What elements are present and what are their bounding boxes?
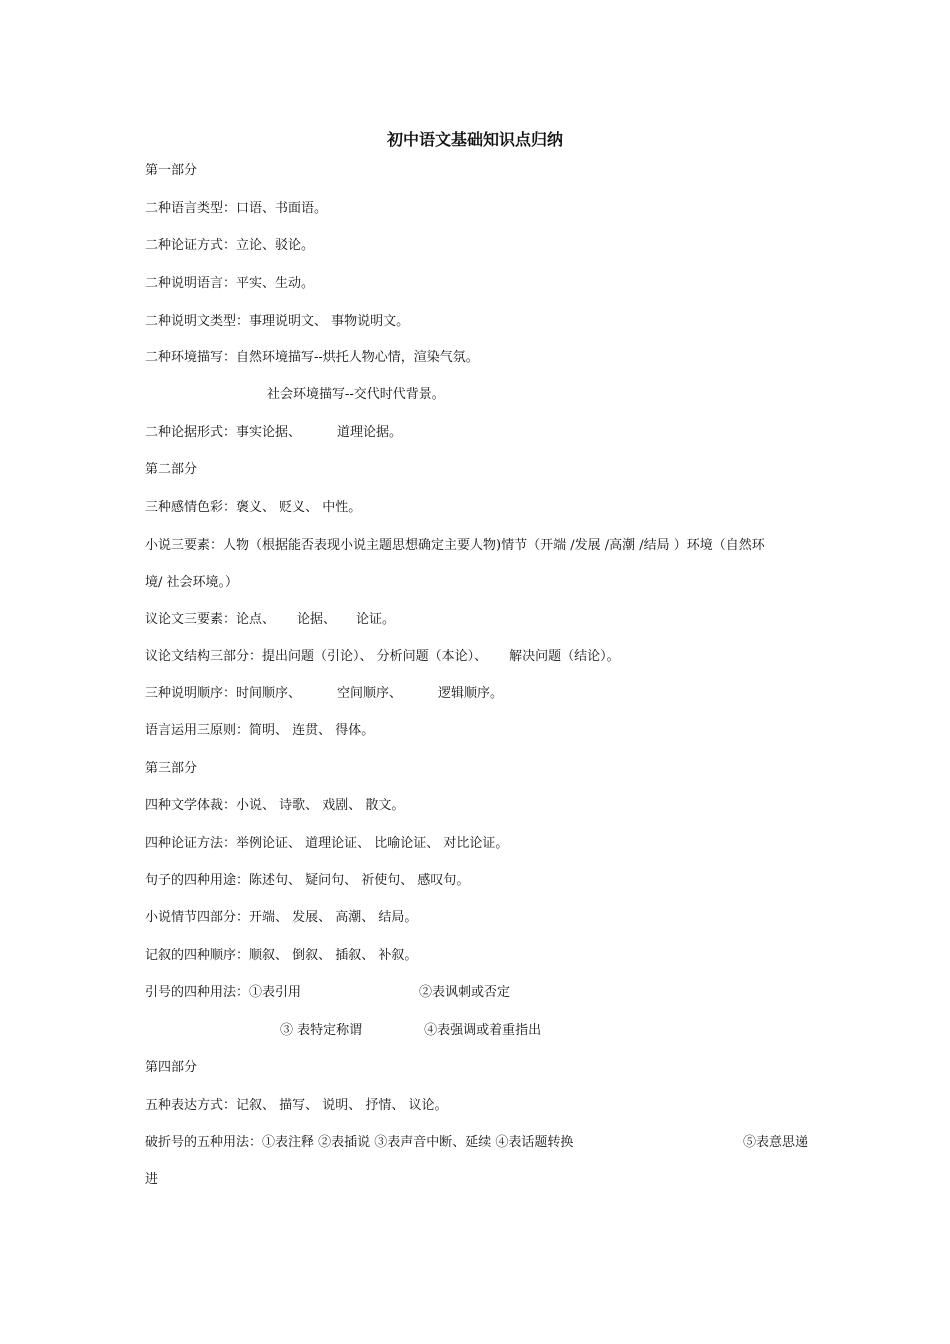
text-line xyxy=(145,537,808,555)
text-segment: ③ 表特定称谓 xyxy=(280,1023,363,1038)
text-segment: 论据、 xyxy=(297,612,337,627)
text-segment: 逻辑顺序。 xyxy=(438,686,504,701)
text-line xyxy=(280,1022,541,1040)
text-segment: 二种论据形式：事实论据、 xyxy=(145,425,302,440)
document-title: 初中语文基础知识点归纳 xyxy=(386,130,563,149)
text-segment: 引号的四种用法：①表引用 xyxy=(145,985,302,1000)
text-line: 五种表达方式：记叙、 描写、 说明、 抒情、 议论。 xyxy=(145,1098,448,1113)
section-heading-4: 第四部分 xyxy=(145,1060,198,1075)
text-segment: 三种说明顺序：时间顺序、 xyxy=(145,686,302,701)
section-heading-1: 第一部分 xyxy=(145,163,198,178)
text-segment: 空间顺序、 xyxy=(337,686,403,701)
text-line: 语言运用三原则：简明、 连贯、 得体。 xyxy=(145,723,375,738)
text-segment: 道理论据。 xyxy=(337,425,403,440)
justified-row xyxy=(145,1134,808,1152)
text-line: 二种论证方式：立论、驳论。 xyxy=(145,238,315,253)
text-line xyxy=(145,685,503,703)
section-heading-2: 第二部分 xyxy=(145,462,198,477)
text-segment: 议论文三要素：论点、 xyxy=(145,612,276,627)
text-line: 二种说明语言：平实、生动。 xyxy=(145,276,315,291)
text-segment: 论证。 xyxy=(356,612,396,627)
text-segment: 解决问题（结论）。 xyxy=(509,649,620,664)
text-segment: ②表讽刺或否定 xyxy=(419,985,511,1000)
text-segment: 议论文结构三部分：提出问题（引论）、 分析问题（本论）、 xyxy=(145,649,488,664)
text-line: 三种感情色彩：褒义、 贬义、 中性。 xyxy=(145,500,362,515)
text-line xyxy=(145,611,395,629)
section-heading-3: 第三部分 xyxy=(145,761,198,776)
text-line: 小说情节四部分：开端、 发展、 高潮、 结局。 xyxy=(145,910,418,925)
text-line xyxy=(145,648,620,666)
text-line: 记叙的四种顺序：顺叙、 倒叙、 插叙、 补叙。 xyxy=(145,948,418,963)
text-segment: 破折号的五种用法：①表注释 ②表插说 ③表声音中断、延续 ④表话题转换 xyxy=(145,1135,574,1150)
text-line: 进 xyxy=(145,1172,159,1187)
text-segment: 小说三要素：人物（根据能否表现小说主题思想确定主要人物)情节（开端 /发展 /高潮 /结局 ）环境（自然环 xyxy=(145,538,765,553)
justified-row xyxy=(145,537,808,555)
text-line xyxy=(145,984,510,1002)
text-line: 社会环境描写--交代时代背景。 xyxy=(267,387,445,402)
text-line xyxy=(145,424,402,442)
text-line: 句子的四种用途：陈述句、 疑问句、 祈使句、 感叹句。 xyxy=(145,873,470,888)
text-line xyxy=(145,1134,808,1152)
text-line: 境/ 社会环境。） xyxy=(145,575,239,590)
text-line: 二种环境描写：自然环境描写--烘托人物心情，渲染气氛。 xyxy=(145,350,479,365)
text-line: 二种语言类型：口语、书面语。 xyxy=(145,201,328,216)
text-line: 二种说明文类型：事理说明文、 事物说明文。 xyxy=(145,314,410,329)
text-line: 四种文学体裁：小说、 诗歌、 戏剧、 散文。 xyxy=(145,798,405,813)
text-segment: ④表强调或着重指出 xyxy=(424,1023,542,1038)
text-line: 四种论证方法：举例论证、 道理论证、 比喻论证、 对比论证。 xyxy=(145,836,509,851)
text-segment: ⑤表意思递 xyxy=(742,1135,808,1150)
